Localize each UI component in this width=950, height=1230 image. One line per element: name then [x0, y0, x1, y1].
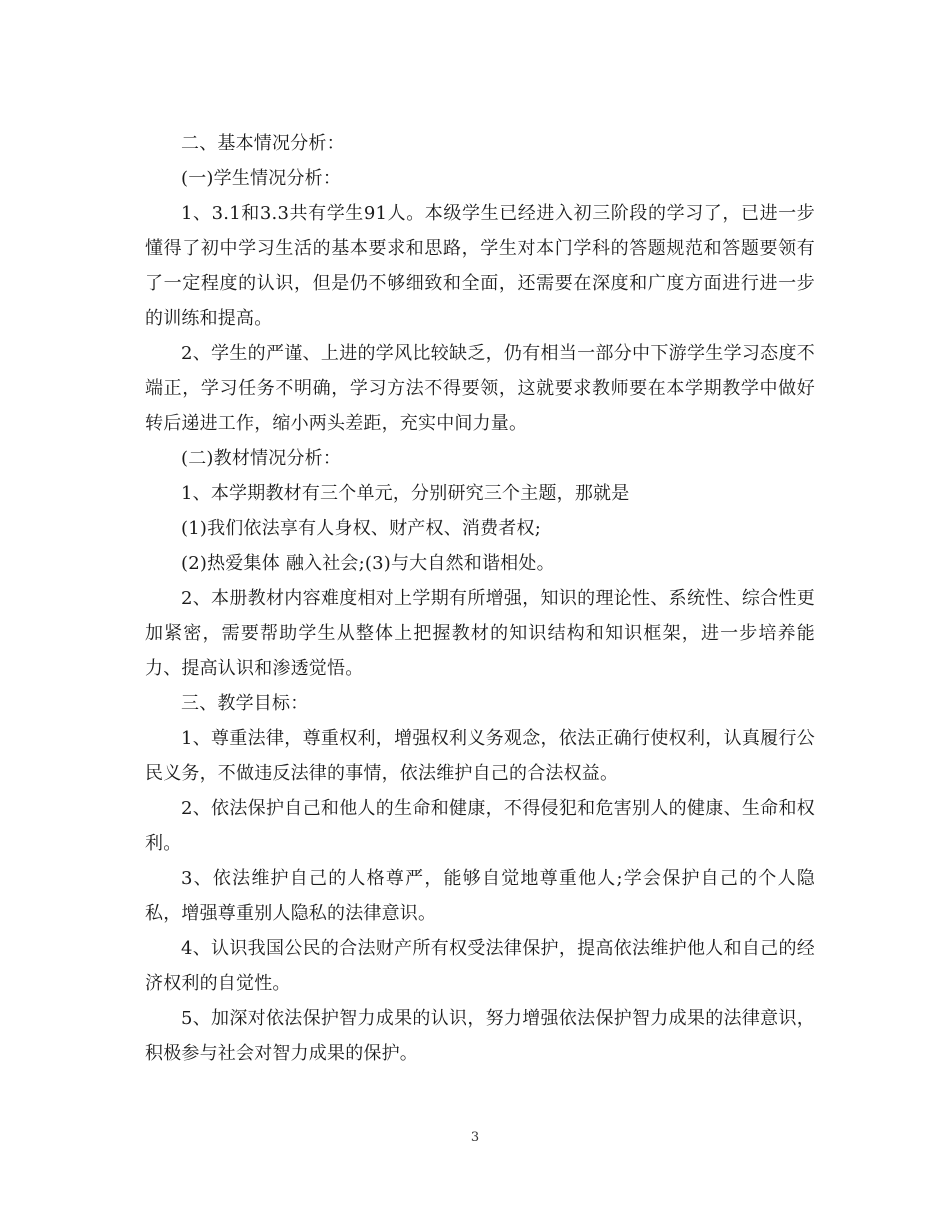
paragraph-goal-3: 3、依法维护自己的人格尊严，能够自觉地尊重他人;学会保护自己的个人隐私，增强尊重别人隐私的法律意识。 [145, 868, 815, 924]
subsection-heading-student-analysis: (一)学生情况分析： [181, 168, 342, 189]
paragraph-goal-4: 4、认识我国公民的合法财产所有权受法律保护，提高依法维护他人和自己的经济权利的自觉性。 [145, 938, 815, 994]
page-number: 3 [470, 1130, 480, 1145]
paragraph-student-2: 2、学生的严谨、上进的学风比较缺乏，仍有相当一部分中下游学生学习态度不端正，学习任务不明确，学习方法不得要领，这就要求教师要在本学期教学中做好转后递进工作，缩小两头差距，充实中间力量。 [145, 343, 815, 434]
subsection-heading-textbook-analysis: (二)教材情况分析： [181, 448, 342, 469]
paragraph-student-1: 1、3.1和3.3共有学生91人。本级学生已经进入初三阶段的学习了，已进一步懂得了初中学习生活的基本要求和思路，学生对本门学科的答题规范和答题要领有了一定程度的认识，但是仍不够细致和全面，还需要在深度和广度方面进行进一步的训练和提高。 [145, 203, 815, 329]
paragraph-textbook-2: 2、本册教材内容难度相对上学期有所增强，知识的理论性、系统性、综合性更加紧密，需要帮助学生从整体上把握教材的知识结构和知识框架，进一步培养能力、提高认识和渗透觉悟。 [145, 588, 815, 679]
document-body [145, 126, 815, 1071]
paragraph-textbook-1: 1、本学期教材有三个单元，分别研究三个主题，那就是 [181, 483, 630, 504]
section-heading-basic-analysis: 二、基本情况分析： [181, 133, 345, 154]
paragraph-goal-2: 2、依法保护自己和他人的生命和健康，不得侵犯和危害别人的健康、生命和权利。 [145, 798, 815, 854]
paragraph-textbook-item-2-3: (2)热爱集体 融入社会;(3)与大自然和谐相处。 [181, 553, 555, 574]
paragraph-goal-5: 5、加深对依法保护智力成果的认识，努力增强依法保护智力成果的法律意识，积极参与社会对智力成果的保护。 [145, 1008, 815, 1064]
paragraph-goal-1: 1、尊重法律，尊重权利，增强权利义务观念，依法正确行使权利，认真履行公民义务，不做违反法律的事情，依法维护自己的合法权益。 [145, 728, 815, 784]
paragraph-textbook-item-1: (1)我们依法享有人身权、财产权、消费者权; [181, 518, 541, 539]
section-heading-teaching-goals: 三、教学目标： [181, 693, 309, 714]
